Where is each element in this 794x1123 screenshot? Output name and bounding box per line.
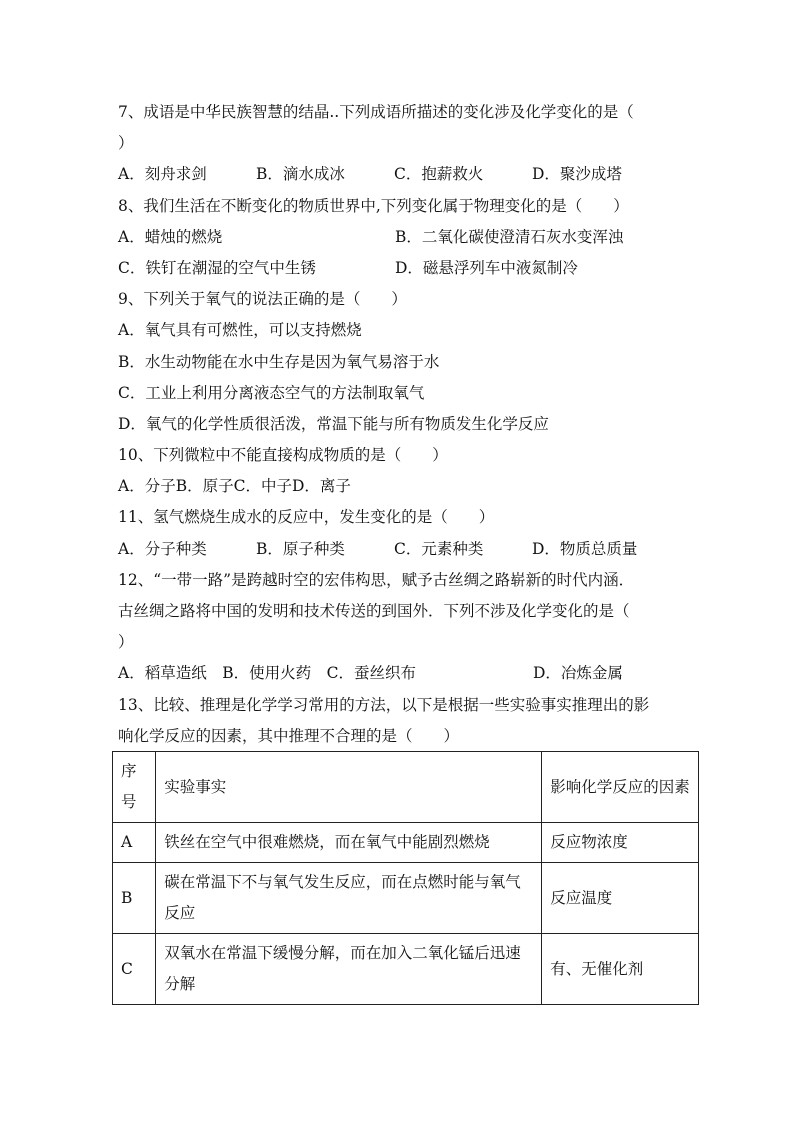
- q9-option-d: D．氧气的化学性质很活泼，常温下能与所有物质发生化学反应: [118, 414, 549, 433]
- q11-option-c: C．元素种类: [394, 539, 484, 558]
- table-cell-factor: 反应温度: [542, 863, 699, 934]
- q8-option-a: A．蜡烛的燃烧: [118, 227, 223, 246]
- q9-stem: 9、下列关于氧气的说法正确的是（ ）: [118, 290, 407, 309]
- table-header-factor: 影响化学反应的因素: [542, 752, 699, 823]
- table-cell-index: B: [113, 863, 156, 934]
- q12-options: [118, 658, 703, 689]
- q7-stem-line-2: ）: [118, 134, 134, 153]
- q12-stem-line-3: ）: [118, 633, 134, 652]
- q10-stem: 10、下列微粒中不能直接构成物质的是（ ）: [118, 446, 448, 465]
- table-cell-fact: 双氧水在常温下缓慢分解，而在加入二氧化锰后迅速分解: [156, 934, 542, 1005]
- table-cell-fact: 铁丝在空气中很难燃烧，而在氧气中能剧烈燃烧: [156, 823, 542, 863]
- q7-stem-line-1: 7、成语是中华民族智慧的结晶..下列成语所描述的变化涉及化学变化的是（: [118, 103, 634, 121]
- q13-stem-line-2: 响化学反应的因素，其中推理不合理的是（ ）: [118, 726, 460, 745]
- q8-options-row-1: [118, 222, 703, 253]
- question-list: [118, 97, 703, 752]
- table-header-row: [113, 752, 699, 823]
- table-row: [113, 823, 699, 863]
- q11-options: [118, 534, 703, 565]
- q11-option-d: D．物质总质量: [532, 539, 638, 558]
- q8-options-row-2: [118, 253, 703, 284]
- q12-stem-line-1: 12、“一带一路”是跨越时空的宏伟构思，赋予古丝绸之路崭新的时代内涵．: [118, 570, 635, 589]
- q8-option-d: D．磁悬浮列车中液氮制冷: [395, 258, 578, 277]
- q12-options-abc: A．稻草造纸 B．使用火药 C．蚕丝织布: [118, 664, 416, 683]
- q13-table: [112, 751, 699, 1005]
- q10-options: A．分子B．原子C．中子D．离子: [118, 477, 351, 496]
- table-cell-fact: 碳在常温下不与氧气发生反应，而在点燃时能与氧气反应: [156, 863, 542, 934]
- q11-stem: 11、氢气燃烧生成水的反应中，发生变化的是（ ）: [118, 508, 495, 527]
- table-header-fact: 实验事实: [156, 752, 542, 823]
- table-cell-factor: 反应物浓度: [542, 823, 699, 863]
- q13-stem-line-1: 13、比较、推理是化学学习常用的方法，以下是根据一些实验事实推理出的影: [118, 695, 650, 714]
- q8-option-b: B．二氧化碳使澄清石灰水变浑浊: [395, 227, 624, 246]
- q7-option-a: A．刻舟求剑: [118, 165, 207, 184]
- q12-stem-line-2: 古丝绸之路将中国的发明和技术传送的到国外．下列不涉及化学变化的是（: [118, 602, 630, 620]
- table-cell-index: A: [113, 823, 156, 863]
- q7-option-b: B．滴水成冰: [256, 165, 345, 184]
- q7-option-c: C．抱薪救火: [394, 165, 484, 184]
- q7-options: [118, 159, 703, 190]
- q9-option-b: B．水生动物能在水中生存是因为氧气易溶于水: [118, 352, 440, 371]
- q11-option-b: B．原子种类: [256, 539, 345, 558]
- q12-option-d: D．冶炼金属: [533, 664, 623, 683]
- q11-option-a: A．分子种类: [118, 539, 207, 558]
- table-row: [113, 863, 699, 934]
- table-row: [113, 934, 699, 1005]
- q9-option-a: A．氧气具有可燃性，可以支持燃烧: [118, 321, 362, 340]
- q8-option-c: C．铁钉在潮湿的空气中生锈: [118, 258, 316, 277]
- table-cell-factor: 有、无催化剂: [542, 934, 699, 1005]
- table-cell-index: C: [113, 934, 156, 1005]
- q8-stem: 8、我们生活在不断变化的物质世界中,下列变化属于物理变化的是（ ）: [118, 196, 629, 215]
- q7-option-d: D．聚沙成塔: [532, 165, 622, 184]
- q9-option-c: C．工业上利用分离液态空气的方法制取氧气: [118, 383, 425, 402]
- table-header-index: 序号: [113, 752, 156, 823]
